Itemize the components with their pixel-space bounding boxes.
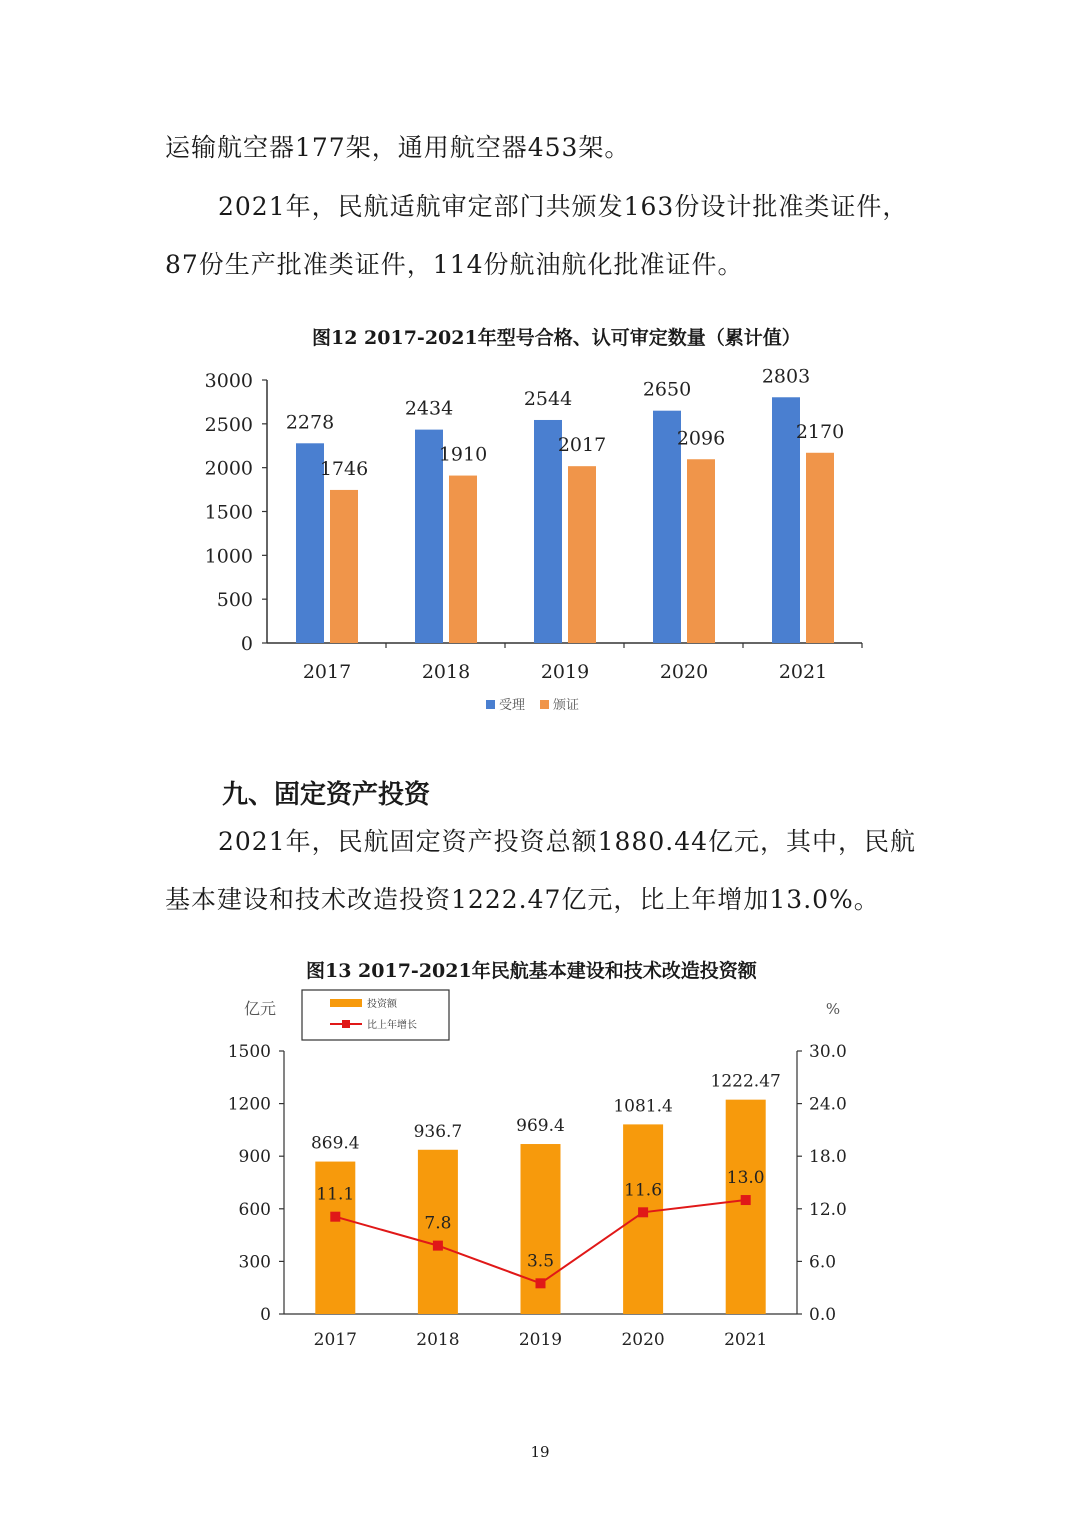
y-tick-label-left: 1200 <box>227 1094 271 1115</box>
x-tick-label: 2017 <box>313 1330 357 1350</box>
legend-swatch-growth-point <box>342 1020 350 1028</box>
paragraph-line: 运输航空器177架，通用航空器453架。 <box>165 133 631 162</box>
growth-data-label: 11.6 <box>624 1180 663 1201</box>
x-tick-label: 2018 <box>416 1330 460 1350</box>
x-tick-label: 2021 <box>724 1330 768 1350</box>
chart13-title: 图13 2017-2021年民航基本建设和技术改造投资额 <box>306 960 757 982</box>
y-tick-label: 0 <box>240 633 253 655</box>
y-tick-label-left: 0 <box>260 1305 271 1325</box>
paragraph-line: 基本建设和技术改造投资1222.47亿元，比上年增加13.0%。 <box>165 885 880 914</box>
paragraph-line: 2021年，民航固定资产投资总额1880.44亿元，其中，民航 <box>218 827 917 856</box>
paragraph-line: 87份生产批准类证件，114份航油航化批准证件。 <box>165 250 744 279</box>
x-tick-label: 2019 <box>518 1330 563 1350</box>
bar-invest <box>726 1100 766 1314</box>
bar-data-label: 1081.4 <box>613 1096 673 1117</box>
x-tick-label: 2020 <box>659 661 709 683</box>
chart12 <box>0 360 1080 740</box>
growth-data-label: 13.0 <box>726 1168 765 1189</box>
y-tick-label-right: 0.0 <box>809 1305 837 1325</box>
y-tick-label-right: 12.0 <box>809 1199 847 1220</box>
chart13 <box>0 985 1080 1385</box>
y-tick-label-right: 30.0 <box>809 1042 847 1062</box>
bar-颁证 <box>449 476 477 643</box>
data-label: 2803 <box>761 365 811 388</box>
bar-data-label: 969.4 <box>516 1116 565 1137</box>
y-axis-right-unit: % <box>825 1000 841 1018</box>
section-heading: 九、固定资产投资 <box>222 780 431 810</box>
data-label: 2544 <box>523 387 573 410</box>
legend-swatch-颁证 <box>540 700 549 709</box>
y-tick-label: 3000 <box>204 370 253 392</box>
growth-data-label: 7.8 <box>424 1213 452 1234</box>
legend-label-颁证: 颁证 <box>553 698 580 713</box>
y-tick-label: 1500 <box>204 501 253 524</box>
legend-label-growth: 比上年增长 <box>367 1020 417 1031</box>
y-tick-label-left: 900 <box>238 1147 271 1168</box>
growth-point <box>433 1241 443 1251</box>
growth-data-label: 11.1 <box>316 1184 355 1205</box>
growth-point <box>741 1195 751 1205</box>
data-label: 2278 <box>285 411 335 434</box>
data-label: 1910 <box>438 443 488 466</box>
y-axis-left-unit: 亿元 <box>243 999 277 1018</box>
bar-颁证 <box>687 459 715 643</box>
data-label: 2650 <box>642 378 692 401</box>
x-tick-label: 2019 <box>540 661 590 683</box>
data-label: 2170 <box>795 420 845 443</box>
y-tick-label: 2500 <box>204 413 253 436</box>
legend-box <box>302 990 449 1040</box>
y-tick-label-right: 24.0 <box>809 1094 847 1115</box>
y-tick-label-right: 18.0 <box>809 1147 847 1168</box>
y-tick-label: 1000 <box>204 545 253 568</box>
bar-data-label: 936.7 <box>413 1121 463 1142</box>
y-tick-label-left: 600 <box>238 1199 271 1220</box>
bar-invest <box>521 1144 561 1314</box>
growth-point <box>536 1278 546 1288</box>
legend-label-invest: 投资额 <box>367 999 397 1010</box>
bar-颁证 <box>330 490 358 643</box>
chart12-title: 图12 2017-2021年型号合格、认可审定数量（累计值） <box>312 327 801 349</box>
x-tick-label: 2020 <box>621 1330 665 1350</box>
y-tick-label: 500 <box>216 589 253 612</box>
x-tick-label: 2018 <box>421 661 471 683</box>
growth-data-label: 3.5 <box>526 1251 555 1272</box>
bar-data-label: 869.4 <box>310 1133 360 1154</box>
y-tick-label-right: 6.0 <box>809 1252 837 1273</box>
bar-颁证 <box>568 466 596 643</box>
growth-point <box>330 1212 340 1222</box>
y-tick-label-left: 300 <box>238 1252 271 1273</box>
legend-label-受理: 受理 <box>499 698 526 713</box>
growth-point <box>638 1207 648 1217</box>
legend-swatch-invest <box>330 999 362 1007</box>
bar-data-label: 1222.47 <box>710 1071 781 1092</box>
legend-swatch-受理 <box>486 700 495 709</box>
bar-颁证 <box>806 453 834 643</box>
bar-invest <box>623 1124 663 1314</box>
x-tick-label: 2017 <box>302 661 352 683</box>
x-tick-label: 2021 <box>778 661 828 683</box>
data-label: 2096 <box>676 427 726 450</box>
y-tick-label-left: 1500 <box>227 1042 271 1062</box>
data-label: 1746 <box>319 457 369 480</box>
page-number: 19 <box>530 1443 550 1461</box>
paragraph-line: 2021年，民航适航审定部门共颁发163份设计批准类证件， <box>218 192 909 221</box>
y-tick-label: 2000 <box>204 457 253 480</box>
data-label: 2017 <box>557 434 607 457</box>
data-label: 2434 <box>404 397 454 420</box>
